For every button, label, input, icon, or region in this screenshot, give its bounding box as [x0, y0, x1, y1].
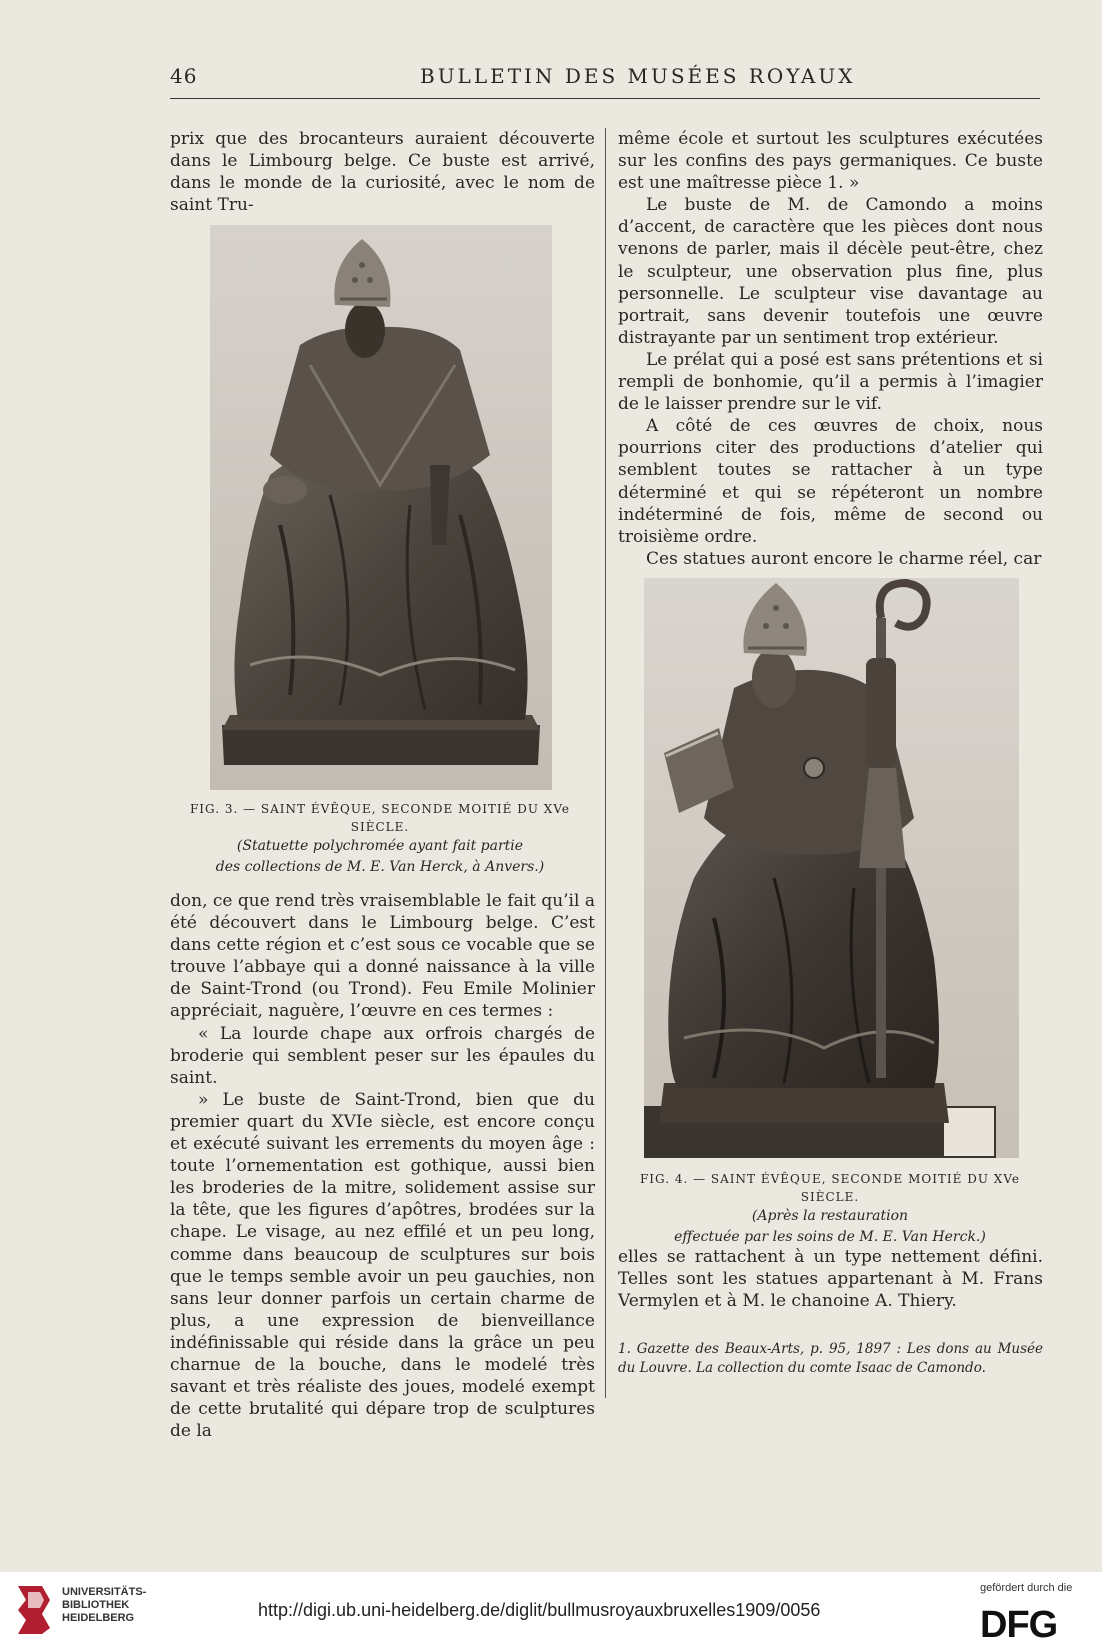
caption-title: FIG. 3. — SAINT ÉVÊQUE, SECONDE MOITIÉ DU XVe SIÈCLE. — [189, 802, 571, 834]
footnote: 1. Gazette des Beaux-Arts, p. 95, 1897 : Les dons au Musée du Louvre. La collection du comte Isaac de Camondo. — [618, 1341, 1043, 1376]
dfg-logo-icon: DFG — [980, 1604, 1058, 1646]
figure-4-caption — [614, 1170, 1046, 1248]
left-column-bottom — [170, 890, 595, 1442]
caption-line: des collections de M. E. Van Herck, à Anvers.) — [215, 859, 545, 875]
library-line: HEIDELBERG — [62, 1612, 135, 1624]
library-name — [62, 1586, 146, 1625]
library-line: UNIVERSITÄTS- — [62, 1586, 147, 1598]
paragraph: don, ce que rend très vraisemblable le fait qu’il a été découvert dans le Limbourg belge. C’est dans cette région et c’est sous ce vocable que se trouve l’abbaye qui a donné naissance à la ville de Saint-Trond (ou Trond). Feu Emile Molinier appréciait, naguère, l’œuvre en ces termes : — [170, 891, 595, 1022]
source-url[interactable]: http://digi.ub.uni-heidelberg.de/diglit/bullmusroyauxbruxelles1909/0056 — [258, 1600, 821, 1620]
caption-line: (Statuette polychromée ayant fait partie — [236, 838, 524, 854]
page-header — [170, 58, 1040, 99]
paragraph: prix que des brocanteurs auraient découverte dans le Limbourg belge. Ce buste est arrivé, dans le monde de la curiosité, avec le nom de saint Tru- — [170, 129, 595, 216]
paragraph: A côté de ces œuvres de choix, nous pourrions citer des productions d’atelier qui semblent toutes se rattacher à un type déterminé et qui se répéteront un nombre indéterminé de fois, même de second ou troisième ordre. — [618, 416, 1043, 547]
caption-title: FIG. 4. — SAINT ÉVÊQUE, SECONDE MOITIÉ DU XVe SIÈCLE. — [639, 1172, 1021, 1204]
paragraph: » Le buste de Saint-Trond, bien que du premier quart du XVIe siècle, est encore conçu et exécuté suivant les errements du moyen âge : toute l’ornementation est gothique, aussi bien les broderies de la mitre, solidement assise sur la tête, que les figures d’apôtres, brodées sur la chape. Le visage, au nez effilé et un peu long, comme dans beaucoup de sculptures sur bois que le temps semble avoir un peu gauchies, non sans leur donner parfois un certain charme de plus, a une expression de bienveillance indéfinissable qui réside dans la grâce un peu charnue de la bouche, dans le modelé très savant et très réaliste des joues, modelé exempt de cette brutalité qui dépare trop de sculptures de la — [170, 1089, 595, 1442]
right-column-top — [618, 128, 1043, 570]
university-logo-icon — [14, 1582, 54, 1642]
paragraph: Le prélat qui a posé est sans prétentions et si rempli de bonhomie, qu’il a permis à l’imagier de le laisser prendre sur le vif. — [618, 349, 1043, 415]
page-number: 46 — [170, 64, 198, 88]
figure-3-caption — [160, 800, 600, 878]
footer-bar — [0, 1572, 1102, 1652]
paragraph: Ces statues auront encore le charme réel, car — [646, 548, 1042, 569]
left-column-top — [170, 128, 595, 216]
running-title: BULLETIN DES MUSÉES ROYAUX — [420, 64, 856, 88]
paragraph: « La lourde chape aux orfrois chargés de broderie qui semblent peser sur les épaules du saint. — [170, 1023, 595, 1088]
paragraph: même école et surtout les sculptures exécutées sur les confins des pays germaniques. Ce buste est une maîtresse pièce 1. » — [618, 129, 1043, 194]
paragraph: elles se rattachent à un type nettement défini. Telles sont les statues appartenant à M. Frans Vermylen et à M. le chanoine A. Thiery. — [618, 1247, 1043, 1312]
right-column-bottom — [618, 1246, 1043, 1312]
paragraph: Le buste de M. de Camondo a moins d’accent, de caractère que les pièces dont nous venons de parler, mais il décèle peut-être, chez le sculpteur, une observation plus fine, plus personnelle. Le sculpteur vise davantage au portrait, sans devenir toutefois une œuvre distrayante par un sentiment trop extérieur. — [618, 195, 1043, 348]
caption-line: (Après la restauration — [751, 1208, 909, 1224]
figure-4-image — [644, 578, 1019, 1158]
figure-3-image — [210, 225, 552, 790]
funding-label: gefördert durch die — [980, 1582, 1073, 1594]
library-line: BIBLIOTHEK — [62, 1599, 130, 1611]
column-divider — [605, 128, 606, 1398]
caption-line: effectuée par les soins de M. E. Van Herck.) — [674, 1229, 986, 1245]
